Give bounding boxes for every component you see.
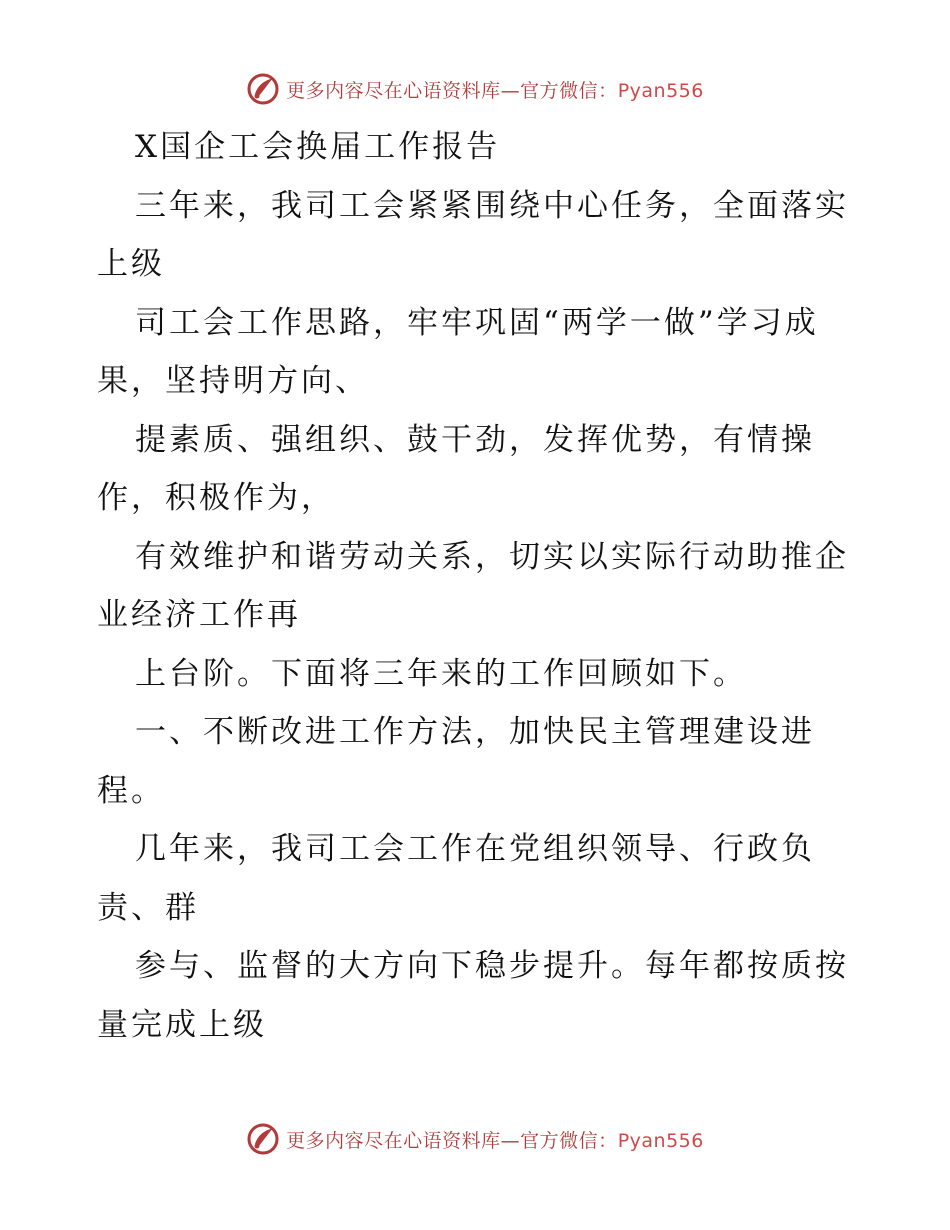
paragraph-line: 几年来，我司工会工作在党组织领导、行政负 xyxy=(135,831,815,867)
banner-suffix: 官方微信： xyxy=(520,79,618,102)
paragraph-line: 三年来，我司工会紧紧围绕中心任务，全面落实 xyxy=(135,187,849,224)
paragraph-line: 提素质、强组织、鼓干劲，发挥优势，有情操 xyxy=(135,421,815,458)
banner-suffix: 官方微信： xyxy=(520,1129,618,1152)
banner-text xyxy=(286,1126,704,1153)
paragraph-line: 参与、监督的大方向下稳步提升。每年都按质按 xyxy=(135,948,849,984)
brush-seal-icon xyxy=(246,72,280,106)
banner-separator: — xyxy=(500,79,521,102)
footer-banner xyxy=(0,1122,950,1156)
paragraph-line: 业经济工作再 xyxy=(97,597,301,633)
paragraph-line: 量完成上级 xyxy=(97,1006,267,1043)
paragraph-line: 果，坚持明方向、 xyxy=(97,363,369,399)
brush-seal-icon xyxy=(246,1122,280,1156)
banner-code: Pyan556 xyxy=(617,1129,704,1152)
banner-main: 更多内容尽在心语资料库 xyxy=(286,1129,501,1152)
paragraph-line: 司工会工作思路，牢牢巩固“两学一做”学习成 xyxy=(135,304,819,341)
banner-main: 更多内容尽在心语资料库 xyxy=(286,79,501,102)
document-body xyxy=(97,118,857,1054)
banner-separator: — xyxy=(500,1129,521,1152)
section-heading-cont: 程。 xyxy=(97,772,165,809)
paragraph-line: 上级 xyxy=(97,246,165,282)
banner-text xyxy=(286,76,704,103)
section-heading: 一、不断改进工作方法，加快民主管理建设进 xyxy=(135,714,815,750)
header-banner xyxy=(0,72,950,106)
paragraph-line: 作，积极作为， xyxy=(97,480,335,516)
paragraph-line: 上台阶。下面将三年来的工作回顾如下。 xyxy=(135,655,747,692)
banner-code: Pyan556 xyxy=(617,79,704,102)
paragraph-line: 责、群 xyxy=(97,889,199,926)
document-title: X国企工会换届工作报告 xyxy=(135,129,501,165)
paragraph-line: 有效维护和谐劳动关系，切实以实际行动助推企 xyxy=(135,538,849,575)
